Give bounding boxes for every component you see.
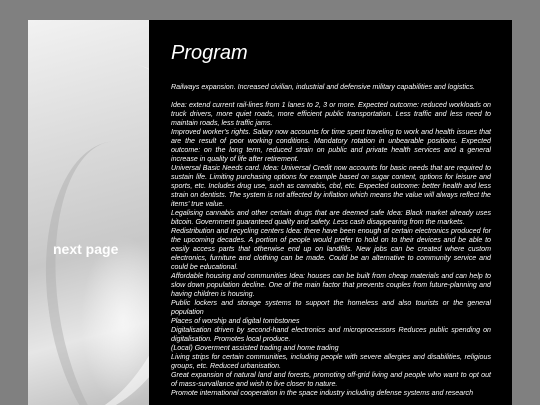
next-page-link[interactable]: next page [53, 241, 119, 257]
paragraph: Universal Basic Needs card. Idea: Universal Credit now accounts for basic needs that are required to sustain life. Limiting purchasing options for example based on sugar content, options for leisure and sports, etc. Includes drug use, such as cannabis, cbd, etc. Expected outcome: better health and less strain on dentists. The system is not affected by inflation which means the value will always reflect the items' true value. [171, 164, 491, 208]
paragraph: Digitalisation driven by second-hand electronics and microprocessors Reduces public spending on digitalisation. Promotes local produce. [171, 326, 491, 343]
paragraph: Railways expansion. Increased civilian, industrial and defensive military capabilities and logistics. [171, 83, 475, 91]
paragraph: Places of worship and digital tombstones [171, 317, 300, 325]
decorative-side-panel [28, 20, 149, 405]
paragraph: Legalising cannabis and other certain drugs that are deemed safe Idea: Black market already uses bitcoin. Government guaranteed quality and safety. Less cash disappearing from the markets. [171, 209, 491, 226]
paragraph: Redistribution and recycling centers Idea: there have been enough of certain electronics produced for the upcoming decades. A portion of people would prefer to hold on to their devices and be able to easily access parts that otherwise end up on landfills. New jobs can be created where custom electronics, furniture and clothing can be made. Could be an alternative to community service and could be educational. [171, 227, 491, 271]
paragraph: Living strips for certain communities, including people with severe allergies and disabilities, religious groups, etc. Reduced urbanisation. [171, 353, 491, 370]
program-text [171, 83, 491, 398]
paragraph: Affordable housing and communities Idea: houses can be built from cheap materials and can help to slow down population decline. One of the main factor that prevents couples from future-planning and having children is housing. [171, 272, 491, 298]
content-panel [149, 20, 512, 405]
paragraph: Great expansion of natural land and forests, promoting off-grid living and people who want to opt out of mass-survallance and wish to live closer to nature. [171, 371, 491, 388]
page-title: Program [171, 42, 248, 64]
paragraph: Improved worker's rights. Salary now accounts for time spent traveling to work and health issues that are the result of poor working conditions. Mandatory rotation in unbearable positions. Expected outcome: on the long term, reduced strain on public and private health services and a general increase in quality of life after retirement. [171, 128, 491, 163]
paragraph: Promote international cooperation in the space industry including defense systems and research [171, 389, 474, 397]
page-frame [28, 20, 512, 405]
paragraph: (Local) Goverment assisted trading and home trading [171, 344, 339, 352]
paragraph: Public lockers and storage systems to support the homeless and also tourists or the general population [171, 299, 491, 316]
paragraph: Idea: extend current rail-lines from 1 lanes to 2, 3 or more. Expected outcome: reduced workloads on truck drivers, more quiet roads, more efficient public transportation. Less traffic and less need to maintain roads, less traffic jams. [171, 101, 491, 127]
